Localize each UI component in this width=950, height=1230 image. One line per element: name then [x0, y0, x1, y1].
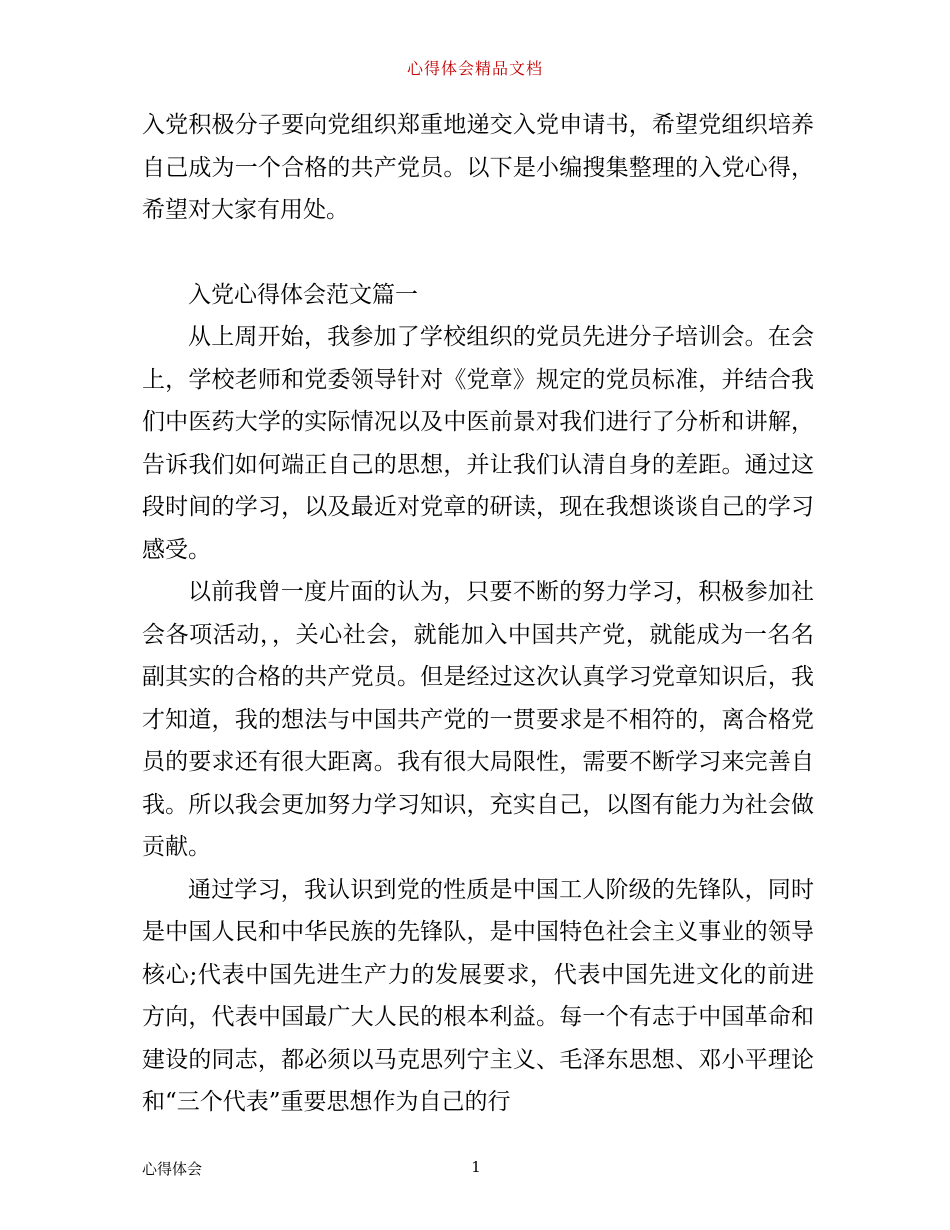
page-number: 1 [471, 1158, 481, 1176]
body-paragraph-2: 以前我曾一度片面的认为，只要不断的努力学习，积极参加社会各项活动，，关心社会，就能加入中国共产党，就能成为一名名副其实的合格的共产党员。但是经过这次认真学习党章知识后，我才知道，我的想法与中国共产党的一贯要求是不相符的，离合格党员的要求还有很大距离。我有很大局限性，需要不断学习来完善自我。所以我会更加努力学习知识，充实自己，以图有能力为社会做贡献。 [142, 579, 814, 860]
intro-paragraph: 入党积极分子要向党组织郑重地递交入党申请书，希望党组织培养自己成为一个合格的共产党员。以下是小编搜集整理的入党心得，希望对大家有用处。 [142, 112, 814, 223]
page-header-title: 心得体会精品文档 [406, 59, 543, 78]
document-body [142, 104, 814, 1124]
footer-label: 心得体会 [142, 1160, 203, 1178]
section-heading: 入党心得体会范文篇一 [188, 281, 418, 308]
body-paragraph-3: 通过学习，我认识到党的性质是中国工人阶级的先锋队，同时是中国人民和中华民族的先锋队，是中国特色社会主义事业的领导核心;代表中国先进生产力的发展要求，代表中国先进文化的前进方向，代表中国最广大人民的根本利益。每一个有志于中国革命和建设的同志，都必须以马克思列宁主义、毛泽东思想、邓小平理论和“三个代表”重要思想作为自己的行 [142, 876, 814, 1115]
body-paragraph-1: 从上周开始，我参加了学校组织的党员先进分子培训会。在会上，学校老师和党委领导针对《党章》规定的党员标准，并结合我们中医药大学的实际情况以及中医前景对我们进行了分析和讲解，告诉我们如何端正自己的思想，并让我们认清自身的差距。通过这段时间的学习，以及最近对党章的研读，现在我想谈谈自己的学习感受。 [142, 324, 814, 563]
